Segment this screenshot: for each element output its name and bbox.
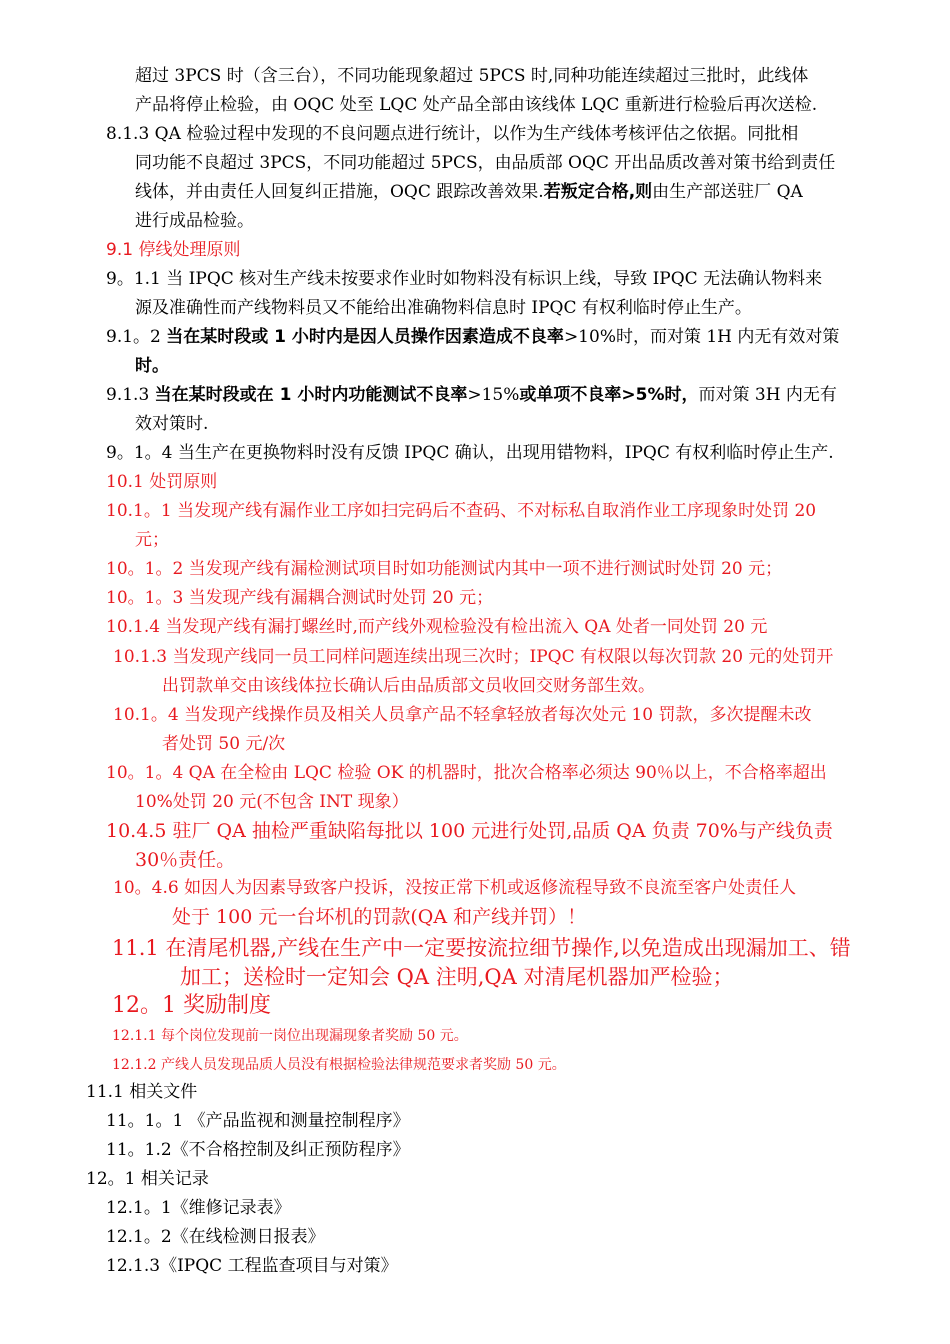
text-line: 9。1。4 当生产在更换物料时没有反馈 IPQC 确认，出现用错物料，IPQC 有权利临时停止生产. xyxy=(106,443,834,463)
text-line: 同功能不良超过 3PCS，不同功能超过 5PCS，由品质部 OQC 开出品质改善对策书给到责任 xyxy=(135,153,836,173)
text-line: 源及准确性而产线物料员又不能给出准确物料信息时 IPQC 有权利临时停止生产。 xyxy=(135,298,752,318)
text-line: 10.1.4 当发现产线有漏打螺丝时,而产线外观检验没有检出流入 QA 处者一同处罚 20 元 xyxy=(106,617,768,637)
text-line: 10。1。4 QA 在全检由 LQC 检验 OK 的机器时，批次合格率必须达 90％以上，不合格率超出 xyxy=(106,763,827,783)
bold-text-run: 若叛定合格,则 xyxy=(543,182,653,202)
text-line: 进行成品检验。 xyxy=(135,211,254,231)
text-line: 效对策时. xyxy=(135,414,209,434)
text-line xyxy=(106,326,839,348)
text-run: 线体，并由责任人回复纠正措施，OQC 跟踪改善效果. xyxy=(135,182,544,202)
section-heading: 11.1 相关文件 xyxy=(86,1082,198,1102)
text-run: 9.1.3 xyxy=(106,385,155,405)
text-line xyxy=(135,181,803,203)
text-line: 元； xyxy=(135,530,169,550)
text-line: 10。1。3 当发现产线有漏耦合测试时处罚 20 元； xyxy=(106,588,494,608)
text-line: 超过 3PCS 时（含三台），不同功能现象超过 5PCS 时,同种功能连续超过三批时，此线体 xyxy=(135,66,809,86)
text-line: 处于 100 元一台坏机的罚款(QA 和产线并罚）！ xyxy=(172,906,587,928)
text-line: 加工；送检时一定知会 QA 注明,QA 对清尾机器加严检验； xyxy=(180,965,734,989)
text-line: 11.1 在清尾机器,产线在生产中一定要按流拉细节操作,以免造成出现漏加工、错 xyxy=(112,936,851,960)
text-line: 9。1.1 当 IPQC 核对生产线未按要求作业时如物料没有标识上线，导致 IPQC 无法确认物料来 xyxy=(106,269,823,289)
text-line: 12.1.1 每个岗位发现前一岗位出现漏现象者奖励 50 元。 xyxy=(112,1028,468,1044)
section-heading: 10.1 处罚原则 xyxy=(106,472,218,492)
text-line: 10.4.5 驻厂 QA 抽检严重缺陷每批以 100 元进行处罚,品质 QA 负责 70%与产线负责 xyxy=(106,820,833,842)
text-line: 11。1.2《不合格控制及纠正预防程序》 xyxy=(106,1140,410,1160)
text-run: >10%时，而对策 1H 内无有效对策 xyxy=(563,327,840,347)
bold-text-run: >5%时， xyxy=(621,385,699,405)
text-line: 10。1。2 当发现产线有漏检测试项目时如功能测试内其中一项不进行测试时处罚 20 元； xyxy=(106,559,783,579)
text-run: 由生产部送驻厂 QA xyxy=(652,182,803,202)
section-heading: 9.1 停线处理原则 xyxy=(106,240,241,260)
section-heading: 12。1 奖励制度 xyxy=(112,993,271,1018)
text-line: 10.1.3 当发现产线同一员工同样问题连续出现三次时；IPQC 有权限以每次罚款 20 元的处罚开 xyxy=(113,647,834,667)
text-line: 12.1.2 产线人员发现品质人员没有根据检验法律规范要求者奖励 50 元。 xyxy=(112,1057,566,1073)
text-line: 12.1。2《在线检测日报表》 xyxy=(106,1227,325,1247)
text-run: 9.1。2 xyxy=(106,327,167,347)
text-line: 30％责任。 xyxy=(135,849,236,871)
text-line: 10.1。1 当发现产线有漏作业工序如扫完码后不查码、不对标私自取消作业工序现象时处罚 20 xyxy=(106,501,817,521)
bold-text-run: 当在某时段或 1 小时内是因人员操作因素造成不良率 xyxy=(166,327,564,347)
text-line: 8.1.3 QA 检验过程中发现的不良问题点进行统计，以作为生产线体考核评估之依据。同批相 xyxy=(106,124,799,144)
text-line: 者处罚 50 元/次 xyxy=(162,734,286,754)
text-line: 10%处罚 20 元(不包含 INT 现象） xyxy=(135,792,409,812)
text-line: 时。 xyxy=(135,356,169,376)
text-line: 12.1.3《IPQC 工程监查项目与对策》 xyxy=(106,1256,398,1276)
text-line: 11。1。1 《产品监视和测量控制程序》 xyxy=(106,1111,410,1131)
text-run: >15% xyxy=(467,385,520,405)
section-heading: 12。1 相关记录 xyxy=(86,1169,209,1189)
text-line xyxy=(106,384,837,406)
bold-text-run: 当在某时段或在 1 小时内功能测试不良率 xyxy=(154,385,468,405)
text-line: 10.1。4 当发现产线操作员及相关人员拿产品不轻拿轻放者每次处元 10 罚款，多次提醒未改 xyxy=(113,705,812,725)
text-line: 12.1。1《维修记录表》 xyxy=(106,1198,291,1218)
text-line: 10。4.6 如因人为因素导致客户投诉，没按正常下机或返修流程导致不良流至客户处责任人 xyxy=(113,878,797,898)
text-line: 产品将停止检验，由 OQC 处至 LQC 处产品全部由该线体 LQC 重新进行检验后再次送检. xyxy=(135,95,818,115)
text-line: 出罚款单交由该线体拉长确认后由品质部文员收回交财务部生效。 xyxy=(162,676,655,696)
bold-text-run: 或单项不良率 xyxy=(519,385,622,405)
text-run: 而对策 3H 内无有 xyxy=(698,385,837,405)
